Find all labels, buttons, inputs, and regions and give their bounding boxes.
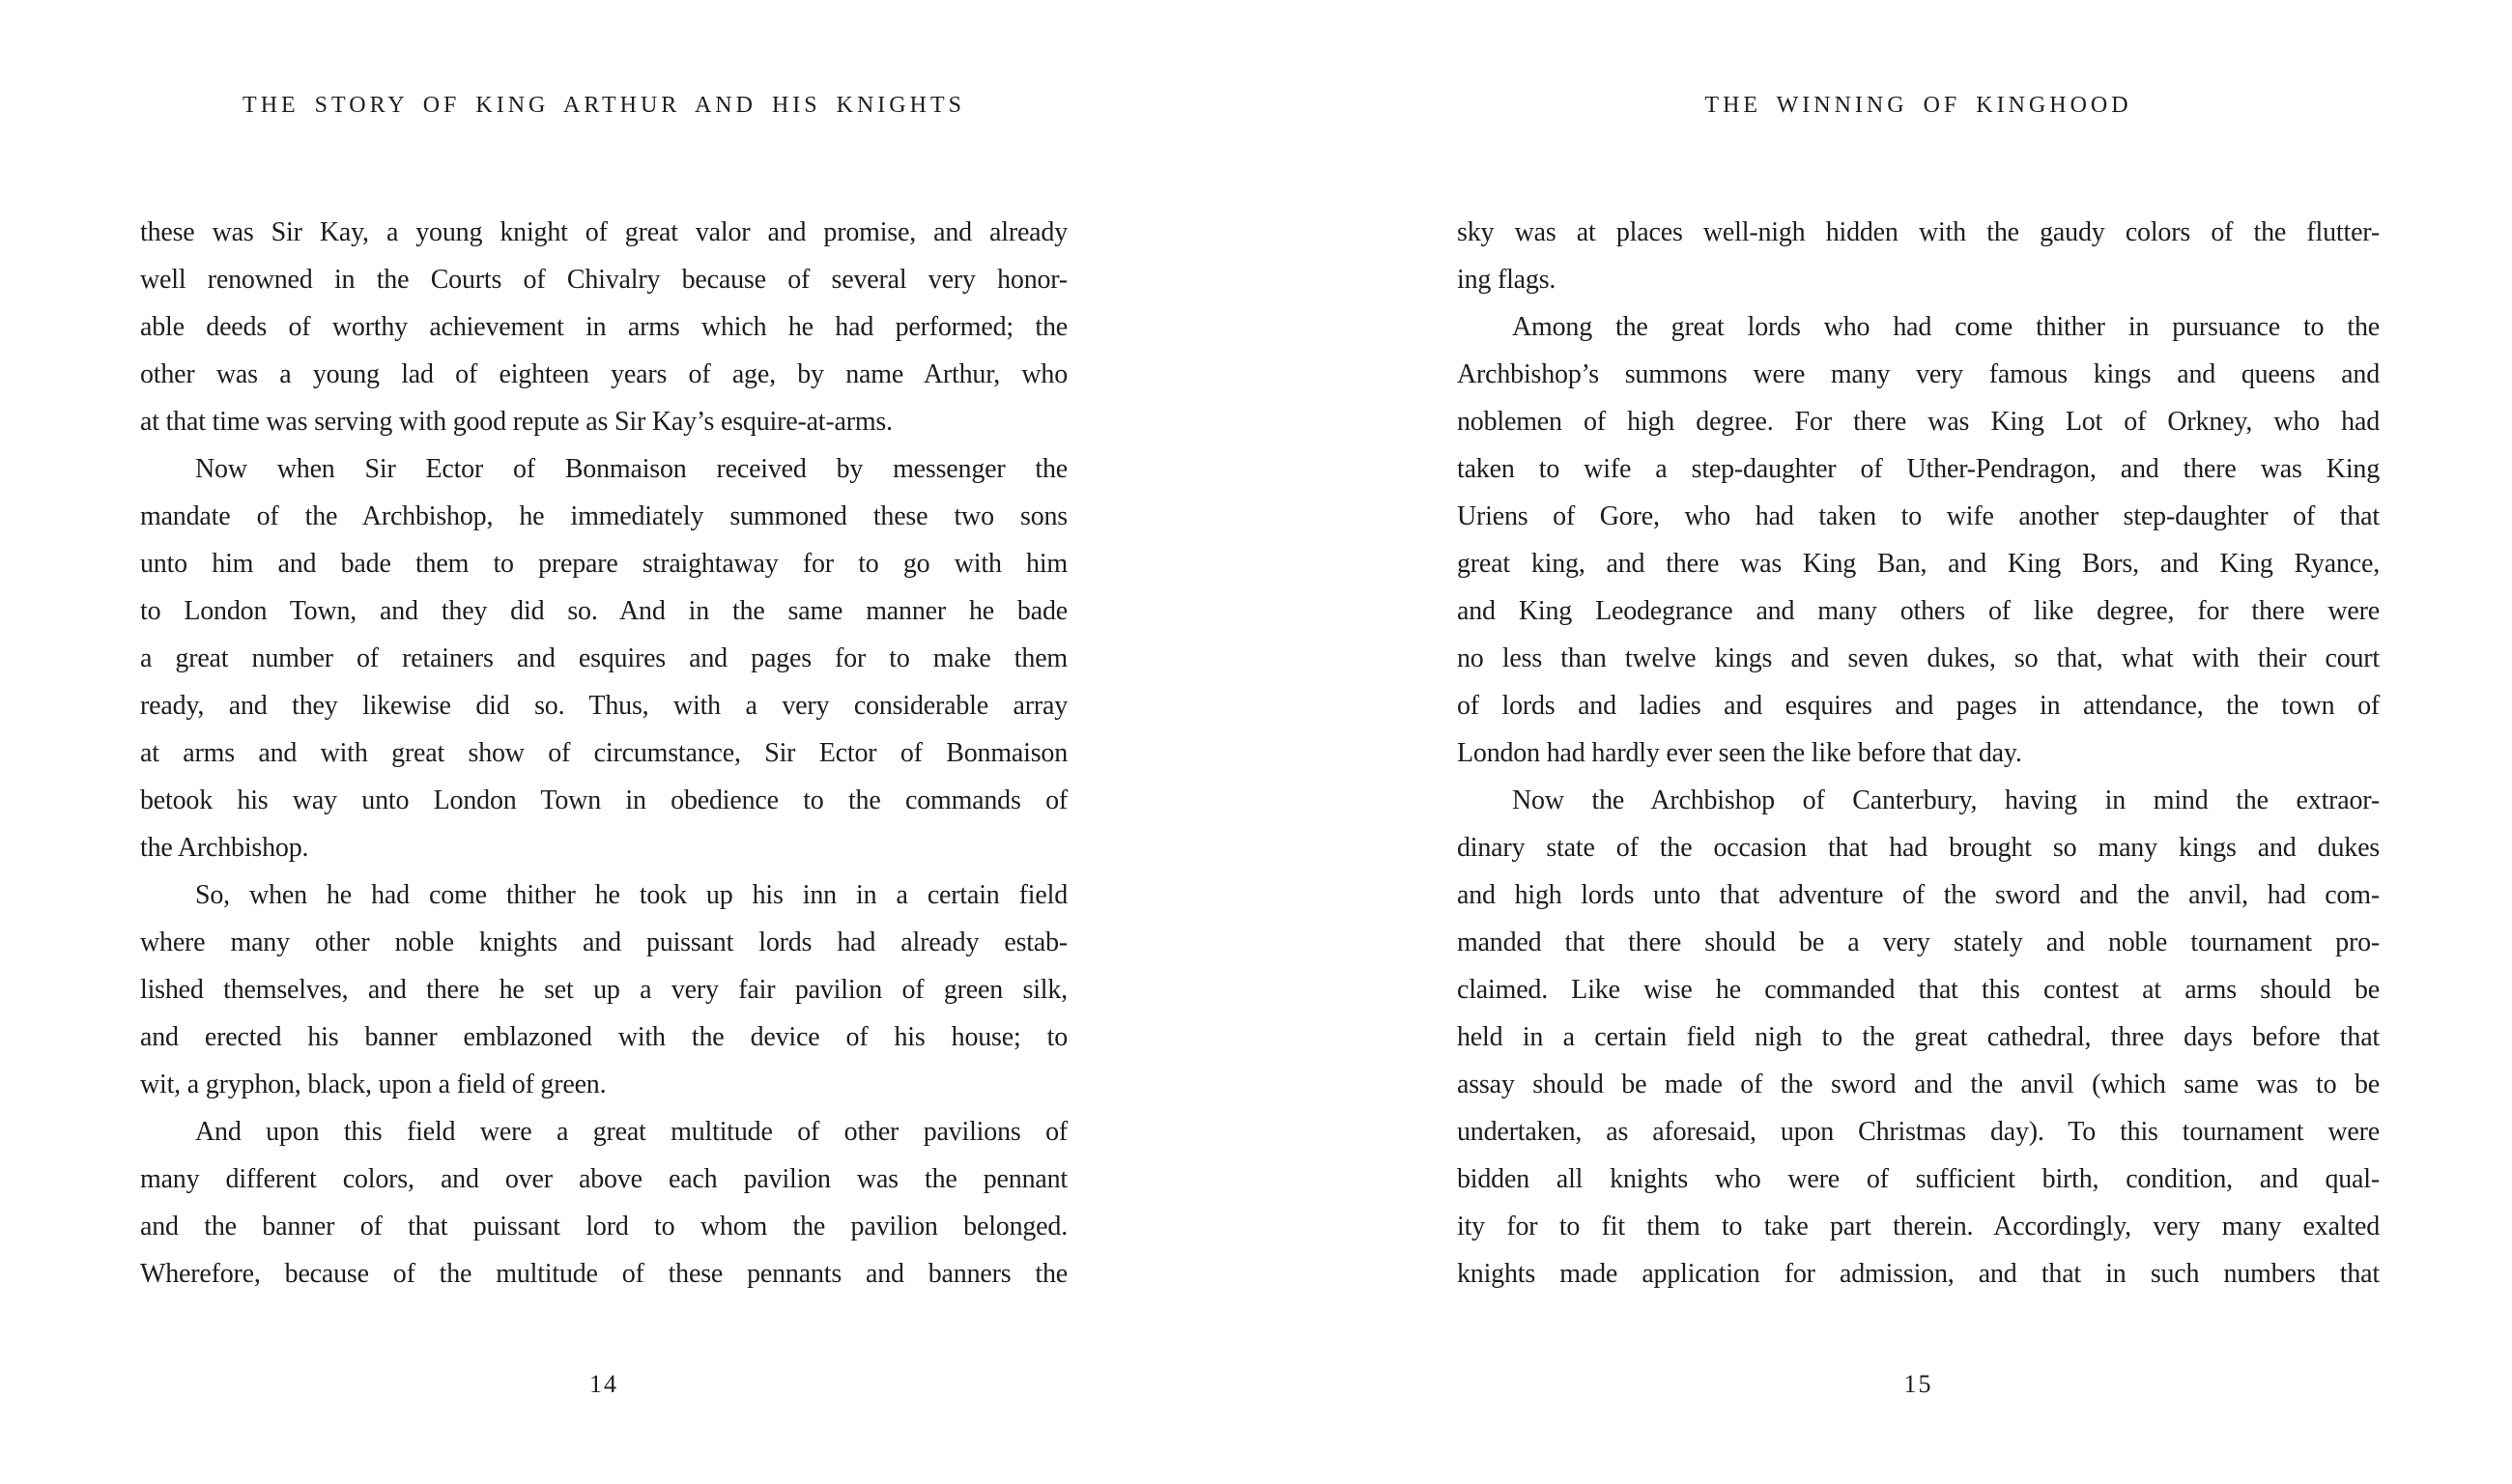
paragraph: [1457, 777, 2380, 1298]
paragraph: [1457, 209, 2380, 303]
text-line: many different colors, and over above each pavilion was the pennant: [140, 1164, 1068, 1194]
text-line: Archbishop’s summons were many very famous kings and queens and: [1457, 359, 2380, 389]
text-line: Wherefore, because of the multitude of these pennants and banners the: [140, 1259, 1068, 1289]
text-line: Uriens of Gore, who had taken to wife another step-daughter of that: [1457, 501, 2380, 531]
paragraph: [140, 445, 1068, 871]
paragraph: [140, 209, 1068, 445]
text-line: ready, and they likewise did so. Thus, with a very considerable array: [140, 691, 1068, 721]
text-line: wit, a gryphon, black, upon a field of green.: [140, 1070, 607, 1099]
text-line: a great number of retainers and esquires and pages for to make them: [140, 643, 1068, 673]
text-line: no less than twelve kings and seven dukes, so that, what with their court: [1457, 643, 2380, 673]
text-line: London had hardly ever seen the like before that day.: [1457, 738, 2022, 768]
page-number-right: 15: [1903, 1370, 1933, 1398]
text-line: of lords and ladies and esquires and pages in attendance, the town of: [1457, 691, 2380, 721]
text-line: held in a certain field nigh to the great cathedral, three days before that: [1457, 1022, 2380, 1052]
paragraph: [1457, 303, 2380, 777]
text-line: ity for to fit them to take part therein. Accordingly, very many exalted: [1457, 1212, 2380, 1241]
text-line: claimed. Like wise he commanded that this contest at arms should be: [1457, 975, 2380, 1005]
text-line: mandate of the Archbishop, he immediately summoned these two sons: [140, 501, 1068, 531]
text-line: ing flags.: [1457, 265, 1556, 295]
text-line: and the banner of that puissant lord to whom the pavilion belonged.: [140, 1212, 1068, 1241]
text-line: well renowned in the Courts of Chivalry because of several very honor-: [140, 265, 1068, 295]
text-line: at arms and with great show of circumstance, Sir Ector of Bonmaison: [140, 738, 1068, 768]
text-line: the Archbishop.: [140, 833, 309, 863]
text-line: Among the great lords who had come thither in pursuance to the: [1512, 312, 2380, 342]
text-line: betook his way unto London Town in obedience to the commands of: [140, 785, 1068, 815]
text-line: assay should be made of the sword and the anvil (which same was to be: [1457, 1070, 2380, 1099]
text-block-right: [1457, 209, 2380, 1298]
text-line: And upon this field were a great multitude of other pavilions of: [195, 1117, 1068, 1147]
paragraph: [140, 871, 1068, 1108]
text-line: able deeds of worthy achievement in arms which he had performed; the: [140, 312, 1068, 342]
text-block-left: [140, 209, 1068, 1298]
text-line: other was a young lad of eighteen years of age, by name Arthur, who: [140, 359, 1068, 389]
text-line: to London Town, and they did so. And in the same manner he bade: [140, 596, 1068, 626]
text-line: dinary state of the occasion that had brought so many kings and dukes: [1457, 833, 2380, 863]
page-number-left: 14: [589, 1370, 618, 1398]
text-line: So, when he had come thither he took up his inn in a certain field: [195, 880, 1068, 910]
paragraph: [140, 1108, 1068, 1298]
text-line: at that time was serving with good repute as Sir Kay’s esquire-at-arms.: [140, 407, 893, 437]
text-line: knights made application for admission, and that in such numbers that: [1457, 1259, 2380, 1289]
running-head-left: THE STORY OF KING ARTHUR AND HIS KNIGHTS: [243, 93, 965, 118]
text-line: bidden all knights who were of sufficient birth, condition, and qual-: [1457, 1164, 2380, 1194]
text-line: and erected his banner emblazoned with the device of his house; to: [140, 1022, 1068, 1052]
text-line: noblemen of high degree. For there was King Lot of Orkney, who had: [1457, 407, 2380, 437]
text-line: these was Sir Kay, a young knight of great valor and promise, and already: [140, 217, 1068, 247]
text-line: unto him and bade them to prepare straightaway for to go with him: [140, 549, 1068, 579]
page-right: [1256, 0, 2512, 1484]
running-head-right: THE WINNING OF KINGHOOD: [1704, 93, 2132, 118]
text-line: Now the Archbishop of Canterbury, having in mind the extraor-: [1512, 785, 2380, 815]
text-line: Now when Sir Ector of Bonmaison received by messenger the: [195, 454, 1068, 484]
text-line: and high lords unto that adventure of the sword and the anvil, had com-: [1457, 880, 2380, 910]
text-line: manded that there should be a very stately and noble tournament pro-: [1457, 928, 2380, 957]
text-line: where many other noble knights and puissant lords had already estab-: [140, 928, 1068, 957]
text-line: great king, and there was King Ban, and King Bors, and King Ryance,: [1457, 549, 2380, 579]
text-line: undertaken, as aforesaid, upon Christmas day). To this tournament were: [1457, 1117, 2380, 1147]
text-line: sky was at places well-nigh hidden with the gaudy colors of the flutter-: [1457, 217, 2380, 247]
text-line: and King Leodegrance and many others of like degree, for there were: [1457, 596, 2380, 626]
text-line: lished themselves, and there he set up a very fair pavilion of green silk,: [140, 975, 1068, 1005]
text-line: taken to wife a step-daughter of Uther-Pendragon, and there was King: [1457, 454, 2380, 484]
